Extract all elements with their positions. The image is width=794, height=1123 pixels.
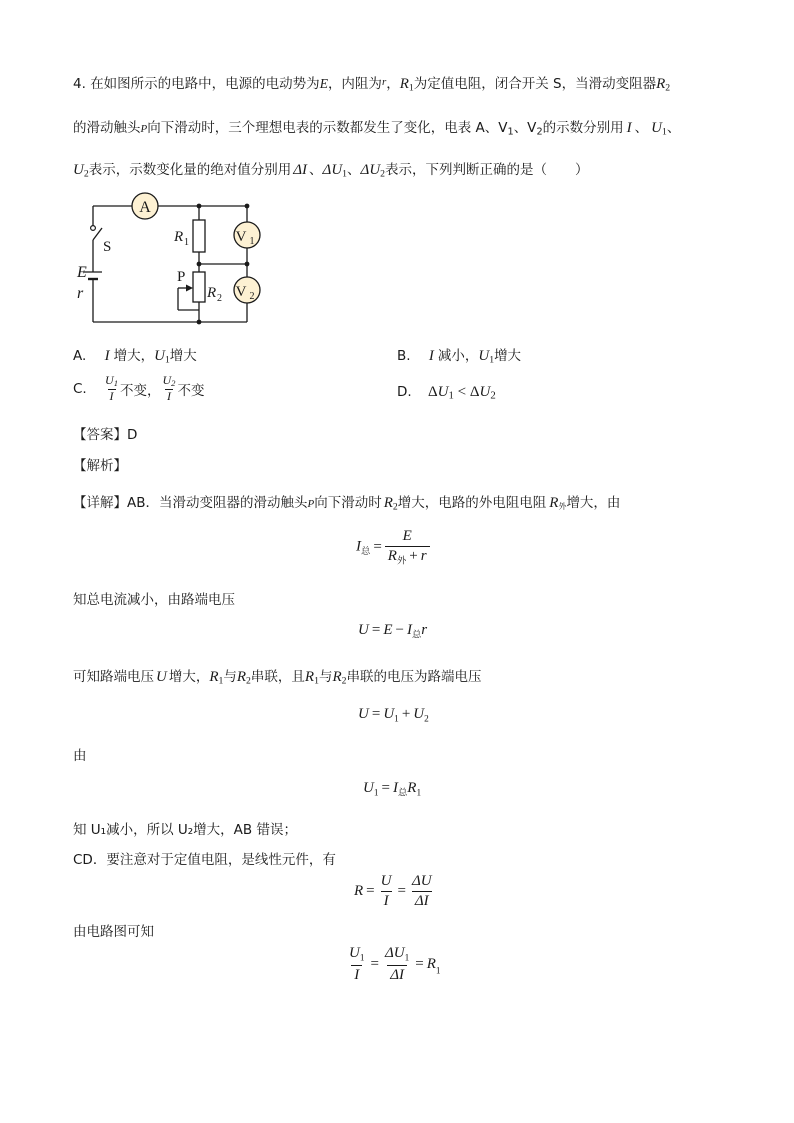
answer-line: 【答案】D	[73, 427, 138, 443]
option-b[interactable]: B. I 减小，$U_1$增大	[397, 348, 522, 366]
circuit-diagram	[70, 188, 270, 328]
option-c[interactable]: C. $\frac{U_1}{I}$ 不变， $\frac{U_2}{I}$ 不变	[73, 373, 205, 404]
svg-text:2: 2	[217, 293, 222, 304]
r1-label: R	[174, 229, 184, 245]
analysis-line: 【解析】	[73, 458, 127, 474]
internal-r-label: r	[77, 285, 84, 302]
emf-label: E	[77, 264, 87, 281]
resistor-r1	[193, 220, 205, 252]
r2-label: R	[207, 285, 217, 301]
slider-label: P	[177, 269, 186, 285]
option-d[interactable]: D. $\Delta U_1 < \Delta U_2$	[397, 384, 496, 402]
text-cd: CD．要注意对于定值电阻，是线性元件，有	[73, 852, 336, 868]
resistor-r2	[193, 272, 205, 302]
equation-total-current: $I_总$ = $\frac{E}{R_外 + r}$	[356, 527, 430, 568]
v2-label: V	[235, 284, 247, 300]
text-conclusion-ab: 知 U₁减小，所以 U₂增大，AB 错误；	[73, 822, 297, 838]
question-line-3: $U_2$表示，示数变化量的绝对值分别用 ΔI 、$\Delta U_1$、$\Delta U_2$表示，下列判断正确的是（ ）	[73, 162, 589, 180]
equation-terminal-voltage: $U = E - I_总r$	[358, 622, 428, 641]
answer-value: D	[127, 427, 138, 443]
text-from-circuit: 由电路图可知	[73, 924, 154, 940]
text-terminal-voltage: 可知路端电压 U 增大，$R_1$与$R_2$串联，且$R_1$与$R_2$串联的电压为路端电压	[73, 669, 482, 687]
equation-voltage-sum: $U = U_1 + U_2$	[358, 706, 429, 725]
svg-text:2: 2	[249, 291, 255, 302]
text-total-current: 知总电流减小，由路端电压	[73, 592, 235, 608]
v1-label: V	[235, 229, 247, 245]
slider-arrow-icon	[186, 285, 193, 292]
equation-u1: $U_1 = I_总R_1$	[363, 780, 422, 799]
question-number: 4.	[73, 76, 86, 92]
equation-linear-resistor: R = $\frac{U}{I}$ = $\frac{\Delta U}{\Delta I}$	[354, 873, 432, 909]
switch-label: S	[103, 239, 112, 255]
switch-contact-icon	[91, 226, 96, 231]
question-line-1: 4. 在如图所示的电路中，电源的电动势为E，内阻为$^r$，$R_1$为定值电阻，闭合开关 S，当滑动变阻器$R_2$	[73, 76, 671, 94]
equation-u1-ratio: $\frac{U_1}{I}$ = $\frac{\Delta U_1}{\Delta I}$ = $R_1$	[349, 945, 441, 983]
text-you: 由	[73, 748, 87, 764]
svg-text:1: 1	[249, 236, 255, 247]
option-a[interactable]: A. I 增大，$U_1$增大	[73, 348, 197, 366]
svg-text:1: 1	[184, 237, 189, 248]
ammeter-label: A	[139, 199, 151, 216]
detail-line-ab: 【详解】AB．当滑动变阻器的滑动触头P向下滑动时 $R_2$增大，电路的外电阻电阻 $R_外$增大，由	[73, 495, 621, 513]
question-line-2: 的滑动触头P向下滑动时，三个理想电表的示数都发生了变化，电表 A、$V_1$、$V_2$的示数分别用 I 、 $U_1$、	[73, 120, 681, 138]
